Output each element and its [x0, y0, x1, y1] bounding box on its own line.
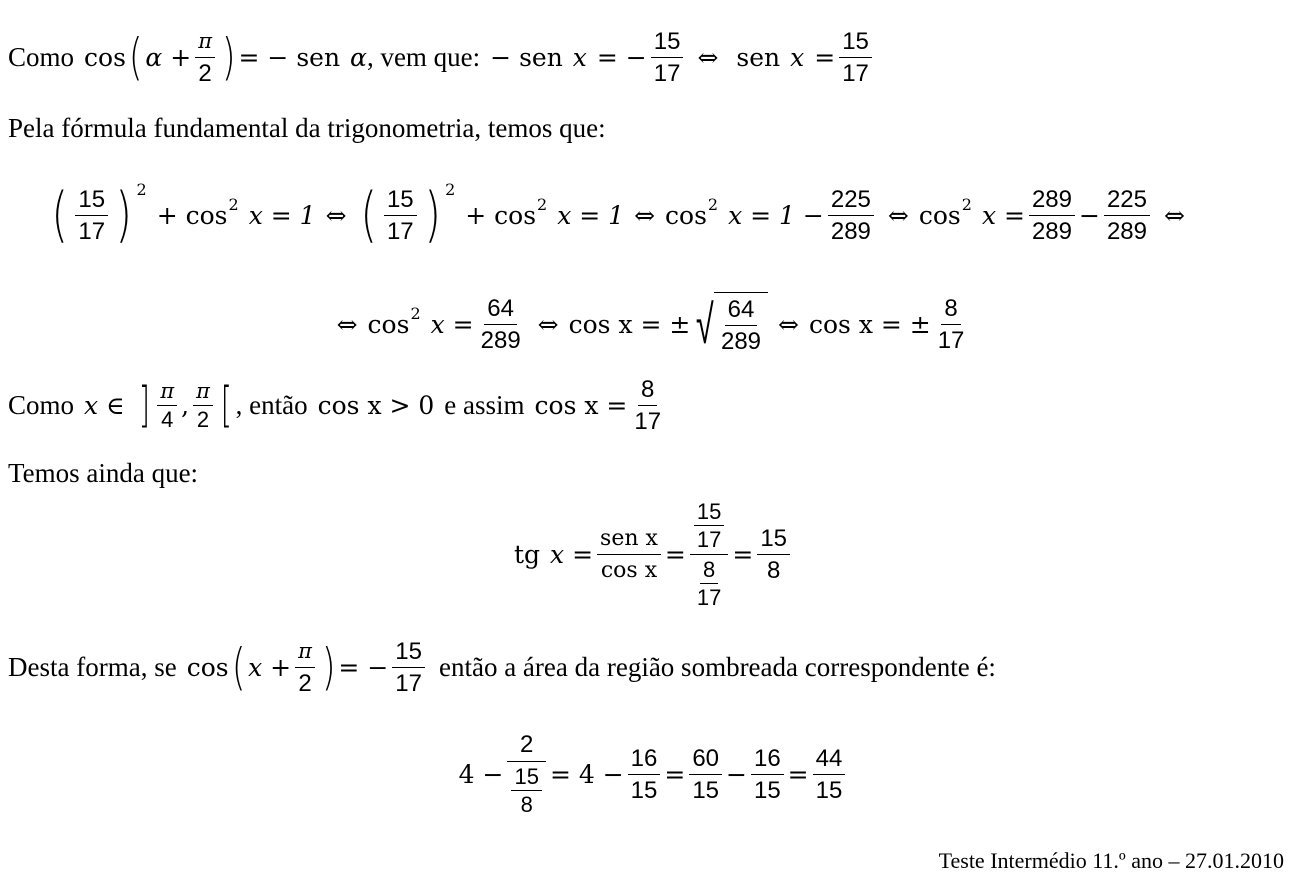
text-e-assim: e assim [444, 389, 525, 420]
x-eq-1: x = 1 [557, 200, 625, 230]
plus-cos: + cos [156, 200, 228, 230]
fraction-bar [507, 761, 545, 762]
frac-15-17: $\frac{15}{17}$ [392, 637, 425, 698]
text-como: Como [8, 41, 75, 72]
cos-label: cos [84, 42, 126, 72]
eq-sign: = [732, 539, 754, 569]
line-fundamental-equation [48, 175, 1185, 255]
alpha-plus: α + [145, 42, 192, 72]
line-cos-alpha [8, 22, 876, 92]
x-eq-1: x = 1 [248, 200, 316, 230]
exponent: 2 [228, 194, 239, 214]
numerator: 2 [520, 731, 534, 758]
right-paren: ) [221, 28, 236, 86]
cos-label: cos [918, 200, 961, 230]
right-paren: ) [115, 180, 133, 250]
cosx-eq: cos x = [534, 390, 628, 420]
exponent: 2 [410, 303, 421, 323]
frac-8-17: $\frac{8}{17}$ [937, 294, 965, 354]
x-var: x [790, 42, 805, 72]
open-bracket: ] [138, 377, 150, 433]
iff-symbol: ⇔ [887, 200, 909, 230]
frac-pi-2: $\frac{\pi}{2}$ [295, 637, 315, 698]
text-entao: , então [235, 389, 308, 420]
text-como: Como [8, 389, 75, 420]
frac-pi-2: $\frac{\pi}{2}$ [195, 27, 215, 88]
paragraph-text: Pela fórmula fundamental da trigonometria, temos que: [8, 113, 606, 143]
iff-symbol: ⇔ [697, 42, 719, 72]
x-eq-1-minus: x = 1 − [728, 200, 824, 230]
iff-symbol: ⇔ [1163, 200, 1185, 230]
complex-fraction [507, 731, 545, 817]
frac-15-17: $\frac{15}{17}$ [384, 185, 417, 246]
frac-15-17: $\frac{15}{17}$ [839, 27, 872, 88]
line-interval [8, 370, 668, 440]
frac-16-15: $\frac{16}{15}$ [751, 744, 784, 805]
text-area: então a área da região sombreada correspondente é: [438, 651, 996, 682]
minus-sign: − [1078, 200, 1100, 230]
complex-fraction [690, 499, 728, 610]
alpha: α [350, 42, 367, 72]
eq-minus-sen: = − sen [238, 42, 341, 72]
iff-symbol: ⇔ [537, 309, 559, 339]
eq-minus: = − [596, 42, 647, 72]
eq-minus: = − [338, 652, 389, 682]
x-in: x ∈ [84, 390, 125, 420]
minus-sen: − sen [490, 42, 563, 72]
plus-cos: + cos [465, 200, 537, 230]
iff-symbol: ⇔ [336, 309, 358, 339]
frac-pi-2: $\frac{\pi}{2}$ [193, 379, 213, 432]
text-desta-forma: Desta forma, se [8, 651, 177, 682]
cos-x-eq-pm: cos x = ± [568, 309, 691, 339]
frac-64-289: $\frac{64}{289}$ [720, 296, 762, 355]
frac-289-289: $\frac{289}{289}$ [1029, 185, 1075, 246]
cos-label: cos [665, 200, 707, 230]
cosx-gt-zero: cos x > 0 [317, 390, 435, 420]
minus-sign: − [726, 759, 747, 789]
frac-225-289: $\frac{225}{289}$ [828, 185, 874, 246]
frac-16-15: $\frac{16}{15}$ [628, 744, 661, 805]
iff-symbol: ⇔ [634, 200, 656, 230]
x-plus: x + [248, 652, 292, 682]
exponent: 2 [961, 194, 972, 214]
close-bracket: [ [220, 377, 232, 433]
frac-15-17: $\frac{15}{17}$ [75, 185, 108, 246]
eq-sign: = [664, 539, 686, 569]
line-area-condition [8, 632, 996, 702]
x-var: x [572, 42, 587, 72]
left-paren: ( [51, 180, 68, 250]
line-cos-squared [0, 284, 1308, 364]
tg-label: tg [513, 539, 541, 569]
right-paren: ) [424, 180, 441, 250]
eq-sign: = [814, 42, 836, 72]
frac-senx-cosx: $\frac{\text{sen x}}{\text{cos x}}$ [597, 524, 661, 585]
frac-64-289: $\frac{64}{289}$ [480, 294, 521, 354]
left-paren: ( [231, 638, 246, 696]
cos-label: cos [367, 309, 410, 339]
iff-symbol: ⇔ [778, 309, 799, 339]
right-paren: ) [321, 638, 336, 696]
frac-pi-4: $\frac{\pi}{4}$ [157, 379, 177, 432]
square-root [690, 292, 768, 356]
exponent: 2 [445, 179, 456, 199]
comma: , [181, 390, 190, 420]
fraction-bar [690, 554, 728, 555]
iff-symbol: ⇔ [325, 200, 347, 230]
footer-source: Teste Intermédio 11.º ano – 27.01.2010 [938, 848, 1284, 873]
frac-15-8: $\frac{15}{8}$ [757, 524, 790, 585]
cos-x-eq-pm: cos x = ± [808, 309, 931, 339]
four-minus: 4 − [458, 759, 504, 789]
eq-sign: = [664, 759, 686, 789]
x-eq: x = [430, 309, 474, 339]
frac-15-17: $\frac{15}{17}$ [651, 27, 684, 88]
radical-icon: √ [696, 292, 715, 356]
left-paren: ( [360, 180, 377, 250]
text-vem-que: , vem que: [366, 41, 481, 72]
exponent: 2 [707, 194, 719, 214]
sen-label: sen [736, 42, 781, 72]
left-paren: ( [128, 28, 143, 86]
exponent: 2 [537, 194, 548, 214]
x-eq: x = [981, 200, 1025, 230]
frac-225-289: $\frac{225}{289}$ [1104, 185, 1150, 246]
frac-15-8: $\frac{15}{8}$ [511, 764, 541, 817]
cos-label: cos [186, 652, 229, 682]
frac-44-15: $\frac{44}{15}$ [813, 744, 846, 805]
line-tangent [0, 484, 1308, 624]
exponent: 2 [136, 179, 147, 199]
frac-8-17: $\frac{8}{17}$ [634, 375, 662, 435]
text-formula-fundamental [8, 113, 606, 144]
eq-sign: = [787, 759, 809, 789]
paragraph-text: Temos ainda que: [8, 458, 199, 488]
frac-8-17: $\frac{8}{17}$ [696, 556, 722, 610]
x-eq: x = [550, 539, 594, 569]
frac-60-15: $\frac{60}{15}$ [689, 744, 722, 805]
eq-4-minus: = 4 − [549, 759, 624, 789]
line-area-result [0, 724, 1308, 824]
frac-15-17: $\frac{15}{17}$ [694, 499, 724, 552]
